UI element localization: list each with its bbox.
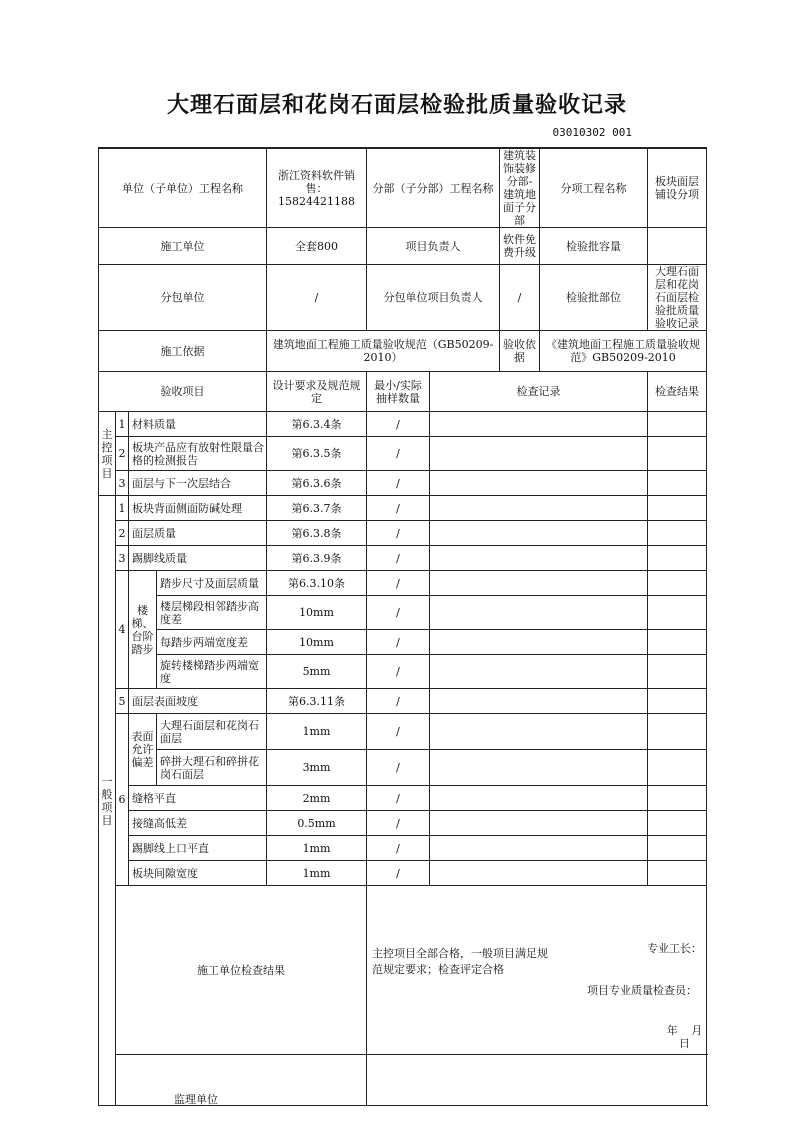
deviation-row-name: 大理石面层和花岗石面层 — [157, 714, 267, 750]
stairs-row-result[interactable] — [648, 655, 707, 689]
item5-sample[interactable]: / — [367, 689, 430, 714]
item6-row-spec: 1mm — [267, 836, 367, 861]
deviation-row-name: 碎拼大理石和碎拼花岗石面层 — [157, 750, 267, 786]
stairs-row-name: 旋转楼梯踏步两端宽度 — [157, 655, 267, 689]
general-item-sample[interactable]: / — [367, 496, 430, 521]
acc-basis-value[interactable]: 《建筑地面工程施工质量验收规范》GB50209-2010 — [540, 331, 707, 372]
deviation-row-sample[interactable]: / — [367, 714, 430, 750]
stairs-row-result[interactable] — [648, 630, 707, 655]
item6-row-result[interactable] — [648, 861, 707, 886]
general-item-no: 1 — [116, 496, 129, 521]
inspector-label: 项目专业质量检查员： — [587, 984, 697, 997]
check-date: 年 月 日 — [666, 1024, 703, 1050]
check-text: 主控项目全部合格，一般项目满足规范规定要求；检查评定合格 — [372, 947, 548, 976]
stairs-row-record[interactable] — [430, 596, 648, 630]
stairs-row-name: 楼层梯段相邻踏步高度差 — [157, 596, 267, 630]
col-item: 验收项目 — [99, 372, 267, 412]
general-item-sample[interactable]: / — [367, 546, 430, 571]
col-design: 设计要求及规范规定 — [267, 372, 367, 412]
item6-row-sample[interactable]: / — [367, 836, 430, 861]
sub-pm-value[interactable]: / — [500, 265, 540, 331]
main-item-sample[interactable]: / — [367, 437, 430, 471]
main-item-spec: 第6.3.4条 — [267, 412, 367, 437]
stairs-row-name: 每踏步两端宽度差 — [157, 630, 267, 655]
general-item-result[interactable] — [648, 496, 707, 521]
basis-value[interactable]: 建筑地面工程施工质量验收规范（GB50209-2010） — [267, 331, 500, 372]
stairs-row-spec: 5mm — [267, 655, 367, 689]
stairs-row-sample[interactable]: / — [367, 630, 430, 655]
stairs-row-spec: 10mm — [267, 630, 367, 655]
item6-row-record[interactable] — [430, 861, 648, 886]
main-item-spec: 第6.3.5条 — [267, 437, 367, 471]
general-item-result[interactable] — [648, 521, 707, 546]
item6-row-result[interactable] — [648, 836, 707, 861]
item6-row-name: 接缝高低差 — [129, 811, 267, 836]
stairs-group-label: 楼梯、台阶踏步 — [129, 571, 157, 689]
stairs-row-record[interactable] — [430, 571, 648, 596]
supervision-label: 监理单位 — [174, 1093, 218, 1106]
item5-result[interactable] — [648, 689, 707, 714]
stairs-row-sample[interactable]: / — [367, 655, 430, 689]
main-item-sample[interactable]: / — [367, 412, 430, 437]
stairs-row-sample[interactable]: / — [367, 596, 430, 630]
item5-record[interactable] — [430, 689, 648, 714]
main-item-no: 2 — [116, 437, 129, 471]
basis-label: 施工依据 — [99, 331, 267, 372]
deviation-row-record[interactable] — [430, 750, 648, 786]
main-item-sample[interactable]: / — [367, 471, 430, 496]
stairs-row-spec: 10mm — [267, 596, 367, 630]
item5-name: 面层表面坡度 — [129, 689, 267, 714]
item6-row-record[interactable] — [430, 836, 648, 861]
general-item-result[interactable] — [648, 546, 707, 571]
main-item-name: 面层与下一次层结合 — [129, 471, 267, 496]
check-label: 施工单位检查结果 — [116, 886, 367, 1055]
inspection-form — [98, 148, 706, 1106]
unit-value[interactable]: 浙江资料软件销售：15824421188 — [267, 149, 367, 228]
supervision-content[interactable] — [367, 1055, 707, 1106]
page-title: 大理石面层和花岗石面层检验批质量验收记录 — [166, 92, 627, 118]
item5-spec: 第6.3.11条 — [267, 689, 367, 714]
general-item-spec: 第6.3.8条 — [267, 521, 367, 546]
col-result: 检查结果 — [648, 372, 707, 412]
item6-row-result[interactable] — [648, 811, 707, 836]
subitem-label: 分项工程名称 — [540, 149, 648, 228]
sub-pm-label: 分包单位项目负责人 — [367, 265, 500, 331]
stairs-item-no: 4 — [116, 571, 129, 689]
group-general-label: 一般项目 — [99, 496, 116, 1106]
sub-label: 分包单位 — [99, 265, 267, 331]
main-item-record[interactable] — [430, 412, 648, 437]
item6-row-spec: 2mm — [267, 786, 367, 811]
item6-row-record[interactable] — [430, 786, 648, 811]
item6-row-name: 缝格平直 — [129, 786, 267, 811]
general-item-spec: 第6.3.7条 — [267, 496, 367, 521]
main-item-result[interactable] — [648, 471, 707, 496]
capacity-label: 检验批容量 — [540, 228, 648, 265]
group-main-label: 主控项目 — [99, 412, 116, 496]
item6-row-record[interactable] — [430, 811, 648, 836]
deviation-row-spec: 1mm — [267, 714, 367, 750]
stairs-row-result[interactable] — [648, 571, 707, 596]
capacity-value[interactable] — [648, 228, 707, 265]
stairs-row-record[interactable] — [430, 630, 648, 655]
deviation-row-record[interactable] — [430, 714, 648, 750]
deviation-row-sample[interactable]: / — [367, 750, 430, 786]
stairs-row-spec: 第6.3.10条 — [267, 571, 367, 596]
division-label: 分部（子分部）工程名称 — [367, 149, 500, 228]
general-item-name: 踢脚线质量 — [129, 546, 267, 571]
main-item-result[interactable] — [648, 412, 707, 437]
item6-row-spec: 0.5mm — [267, 811, 367, 836]
general-item-record[interactable] — [430, 496, 648, 521]
check-content[interactable] — [367, 886, 707, 1055]
sub-value[interactable]: / — [267, 265, 367, 331]
stairs-row-result[interactable] — [648, 596, 707, 630]
col-record: 检查记录 — [430, 372, 648, 412]
part-value[interactable]: 大理石面层和花岗石面层检验批质量验收记录 — [648, 265, 707, 331]
part-label: 检验批部位 — [540, 265, 648, 331]
unit-label: 单位（子单位）工程名称 — [99, 149, 267, 228]
general-item-record[interactable] — [430, 546, 648, 571]
deviation-row-result[interactable] — [648, 750, 707, 786]
main-item-record[interactable] — [430, 437, 648, 471]
item6-row-result[interactable] — [648, 786, 707, 811]
general-item-no: 3 — [116, 546, 129, 571]
item6-row-sample[interactable]: / — [367, 861, 430, 886]
general-item-no: 2 — [116, 521, 129, 546]
stairs-row-name: 踏步尺寸及面层质量 — [157, 571, 267, 596]
contractor-label: 施工单位 — [99, 228, 267, 265]
item6-no: 6 — [116, 714, 129, 886]
main-item-no: 3 — [116, 471, 129, 496]
general-item-record[interactable] — [430, 521, 648, 546]
subitem-value[interactable]: 板块面层铺设分项 — [648, 149, 707, 228]
item5-no: 5 — [116, 689, 129, 714]
deviation-row-result[interactable] — [648, 714, 707, 750]
form-code: 03010302 001 — [552, 126, 632, 139]
main-item-no: 1 — [116, 412, 129, 437]
item6-row-spec: 1mm — [267, 861, 367, 886]
col-sample: 最小/实际抽样数量 — [367, 372, 430, 412]
pm-label: 项目负责人 — [367, 228, 500, 265]
item6-row-sample[interactable]: / — [367, 786, 430, 811]
stairs-row-record[interactable] — [430, 655, 648, 689]
deviation-group-label: 表面允许偏差 — [129, 714, 157, 786]
division-value[interactable]: 建筑装饰装修分部-建筑地面子分部 — [500, 149, 540, 228]
foreman-label: 专业工长： — [647, 942, 702, 955]
general-item-name: 面层质量 — [129, 521, 267, 546]
item6-row-name: 板块间隙宽度 — [129, 861, 267, 886]
item6-row-sample[interactable]: / — [367, 811, 430, 836]
deviation-row-spec: 3mm — [267, 750, 367, 786]
contractor-value[interactable]: 全套800 — [267, 228, 367, 265]
general-item-name: 板块背面侧面防碱处理 — [129, 496, 267, 521]
item6-row-name: 踢脚线上口平直 — [129, 836, 267, 861]
general-item-spec: 第6.3.9条 — [267, 546, 367, 571]
stairs-row-sample[interactable]: / — [367, 571, 430, 596]
main-item-record[interactable] — [430, 471, 648, 496]
main-item-result[interactable] — [648, 437, 707, 471]
main-item-name: 板块产品应有放射性限量合格的检测报告 — [129, 437, 267, 471]
supervision-label-cell — [116, 1055, 367, 1106]
pm-value[interactable]: 软件免费升级 — [500, 228, 540, 265]
acc-basis-label: 验收依据 — [500, 331, 540, 372]
general-item-sample[interactable]: / — [367, 521, 430, 546]
main-item-name: 材料质量 — [129, 412, 267, 437]
main-item-spec: 第6.3.6条 — [267, 471, 367, 496]
